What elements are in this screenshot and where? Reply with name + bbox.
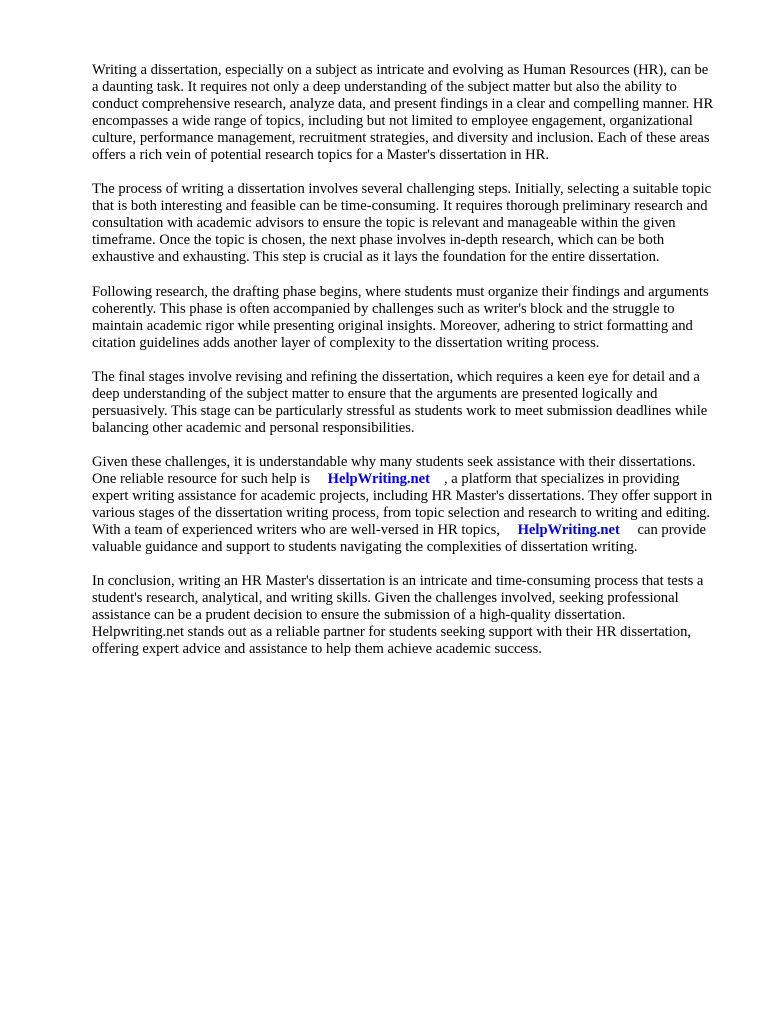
paragraph-final-stages: The final stages involve revising and refining the dissertation, which requires a keen eye for detail and a deep understanding of the subject matter to ensure that the arguments are presented logically and persuasively. This stage can be particularly stressful as students work to meet submission deadlines while balancing other academic and personal responsibilities.	[92, 368, 708, 436]
paragraph-assistance	[92, 454, 718, 556]
paragraph-conclusion: In conclusion, writing an HR Master's dissertation is an intricate and time-consuming process that tests a student's research, analytical, and writing skills. Given the challenges involved, seeking professional assistance can be a prudent decision to ensure the submission of a high-quality dissertation. Helpwriting.net stands out as a reliable partner for students seeking support with their HR dissertation, offering expert advice and assistance to help them achieve academic success.	[92, 573, 704, 658]
paragraph-process: The process of writing a dissertation involves several challenging steps. Initially, selecting a suitable topic that is both interesting and feasible can be time-consuming. It requires thorough preliminary research and consultation with academic advisors to ensure the topic is relevant and manageable within the given timeframe. Once the topic is chosen, the next phase involves in-depth research, which can be both exhaustive and exhausting. This step is crucial as it lays the foundation for the entire dissertation.	[92, 181, 712, 266]
assistance-text-3: can provide valuable guidance and support to students navigating the complexities of dissertation writing.	[92, 522, 706, 556]
helpwriting-link-2[interactable]: HelpWriting.net	[517, 522, 620, 539]
document-body	[92, 62, 718, 675]
assistance-text-1: Given these challenges, it is understandable why many students seek assistance with their dissertations. One reliable resource for such help is	[92, 453, 696, 487]
assistance-text-2: , a platform that specializes in providing expert writing assistance for academic projects, including HR Master's dissertations. They offer support in various stages of the dissertation writing process, from topic selection and research to writing and editing. With a team of experienced writers who are well-versed in HR topics,	[92, 470, 713, 539]
paragraph-intro: Writing a dissertation, especially on a subject as intricate and evolving as Human Resources (HR), can be a daunting task. It requires not only a deep understanding of the subject matter but also the ability to conduct comprehensive research, analyze data, and present findings in a clear and compelling manner. HR encompasses a wide range of topics, including but not limited to employee engagement, organizational culture, performance management, recruitment strategies, and diversity and inclusion. Each of these areas offers a rich vein of potential research topics for a Master's dissertation in HR.	[92, 62, 714, 164]
paragraph-drafting: Following research, the drafting phase begins, where students must organize their findings and arguments coherently. This phase is often accompanied by challenges such as writer's block and the struggle to maintain academic rigor while presenting original insights. Moreover, adhering to strict formatting and citation guidelines adds another layer of complexity to the dissertation writing process.	[92, 283, 709, 351]
helpwriting-link-1[interactable]: HelpWriting.net	[327, 470, 430, 487]
